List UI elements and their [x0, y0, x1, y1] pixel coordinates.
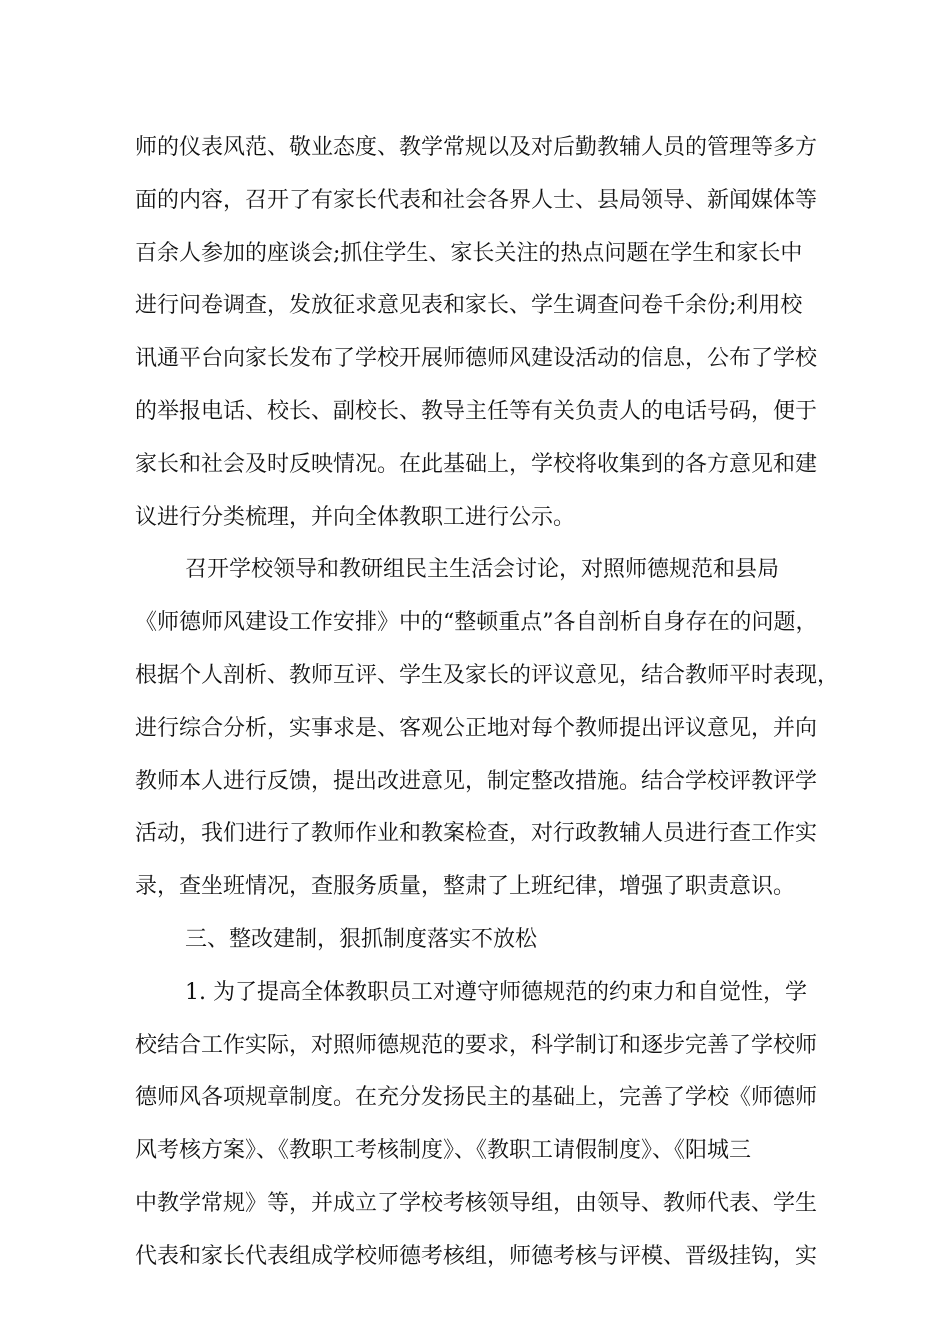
text-line: 活动，我们进行了教师作业和教案检查，对行政教辅人员进行查工作实: [135, 821, 818, 847]
text-line: 德师风各项规章制度。在充分发扬民主的基础上，完善了学校《师德师: [135, 1085, 818, 1111]
text-line: 的举报电话、校长、副校长、教导主任等有关负责人的电话号码，便于: [135, 398, 818, 424]
paragraph-start-line: 1. 为了提高全体教职员工对遵守师德规范的约束力和自觉性，学: [185, 979, 807, 1005]
text-line: 《师德师风建设工作安排》中的“整顿重点”各自剖析自身存在的问题，: [135, 610, 818, 636]
text-line: 议进行分类梳理，并向全体教职工进行公示。: [135, 504, 576, 530]
text-line: 面的内容，召开了有家长代表和社会各界人士、县局领导、新闻媒体等: [135, 187, 818, 213]
text-line: 风考核方案》、《教职工考核制度》、《教职工请假制度》、《阳城三: [135, 1138, 752, 1164]
text-line: 教师本人进行反馈，提出改进意见，制定整改措施。结合学校评教评学: [135, 768, 818, 794]
text-line: 师的仪表风范、敬业态度、教学常规以及对后勤教辅人员的管理等多方: [135, 135, 818, 160]
text-line: 中教学常规》等，并成立了学校考核领导组，由领导、教师代表、学生: [135, 1190, 818, 1216]
text-line: 进行综合分析，实事求是、客观公正地对每个教师提出评议意见，并向: [135, 715, 818, 741]
text-line: 代表和家长代表组成学校师德考核组，师德考核与评模、晋级挂钩，实: [135, 1243, 818, 1269]
section-heading: 三、整改建制，狠抓制度落实不放松: [185, 926, 538, 952]
text-line: 家长和社会及时反映情况。在此基础上，学校将收集到的各方意见和建: [135, 451, 818, 477]
text-line: 录，查坐班情况，查服务质量，整肃了上班纪律，增强了职责意识。: [135, 874, 796, 900]
text-line: 校结合工作实际，对照师德规范的要求，科学制订和逐步完善了学校师: [135, 1032, 818, 1058]
text-line: 根据个人剖析、教师互评、学生及家长的评议意见，结合教师平时表现，: [135, 662, 840, 688]
text-line: 进行问卷调查，发放征求意见表和家长、学生调查问卷千余份;利用校: [135, 293, 803, 319]
paragraph-start-line: 召开学校领导和教研组民主生活会讨论，对照师德规范和县局: [185, 557, 780, 583]
text-line: 讯通平台向家长发布了学校开展师德师风建设活动的信息，公布了学校: [135, 346, 818, 372]
body-text: [135, 122, 840, 1284]
text-line: 百余人参加的座谈会;抓住学生、家长关注的热点问题在学生和家长中: [135, 240, 803, 266]
